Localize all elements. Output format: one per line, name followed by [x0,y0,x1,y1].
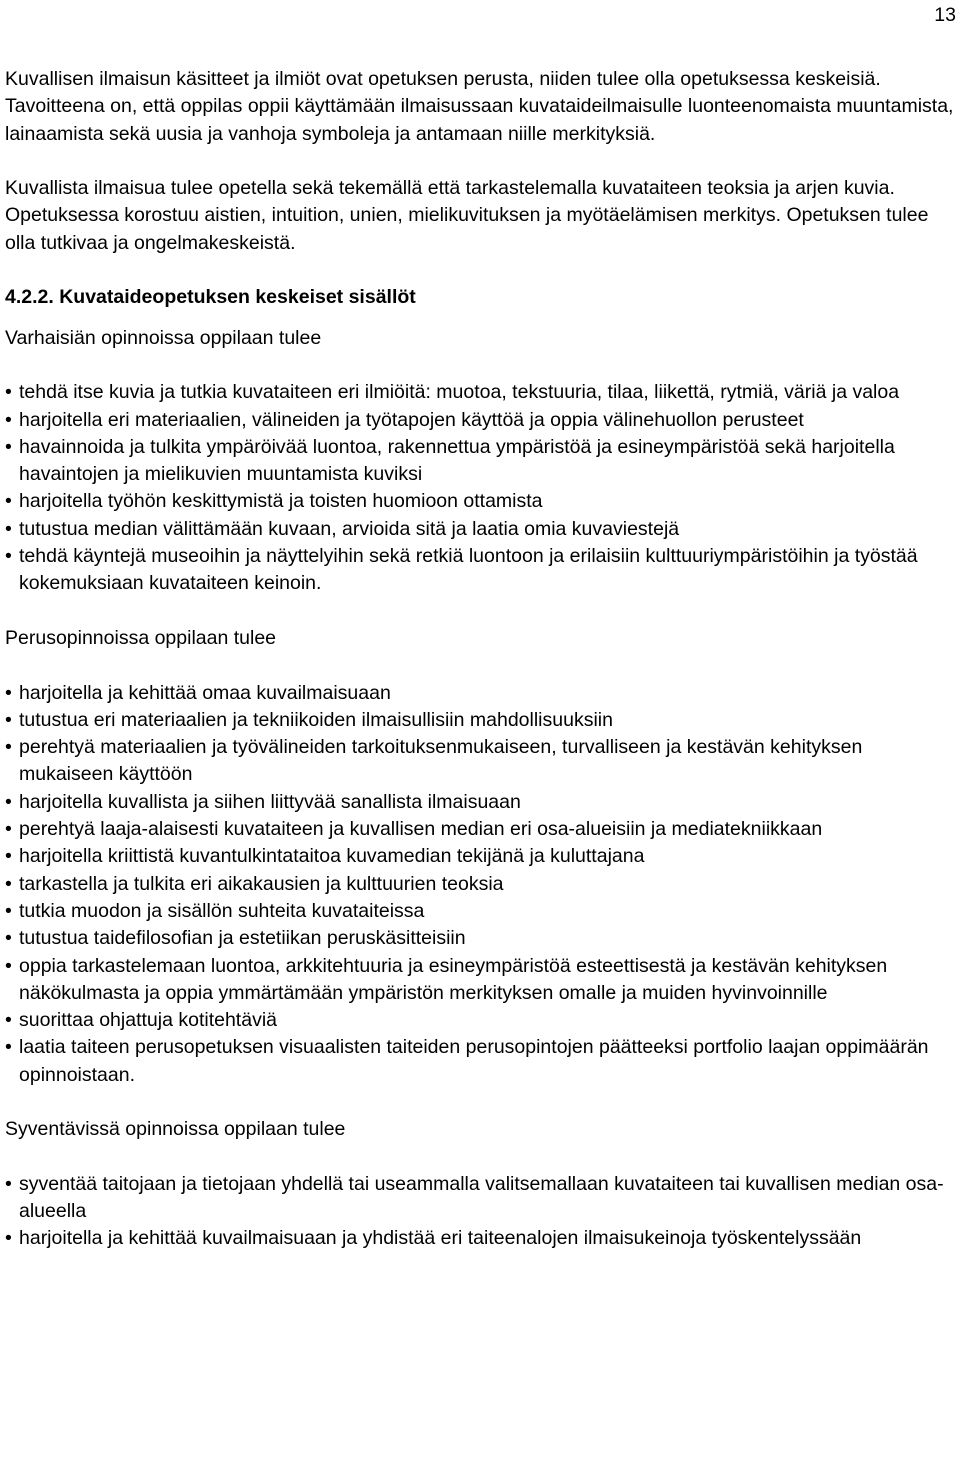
list-item: • perehtyä laaja-alaisesti kuvataiteen ja kuvallisen median eri osa-alueisiin ja mediatekniikkaan [5,816,957,843]
bullet-list-basic [5,680,957,1089]
list-item: • harjoitella työhön keskittymistä ja toisten huomioon ottamista [5,488,957,515]
list-item: • tehdä itse kuvia ja tutkia kuvataiteen eri ilmiöitä: muotoa, tekstuuria, tilaa, liikettä, rytmiä, väriä ja valoa [5,379,957,406]
section-intro-advanced: Syventävissä opinnoissa oppilaan tulee [5,1118,346,1141]
paragraph-teaching: Kuvallista ilmaisua tulee opetella sekä tekemällä että tarkastelemalla kuvataiteen teoksia ja arjen kuvia. Opetuksessa korostuu aistien, intuition, unien, mielikuvituksen ja myötäelämisen merkitys. Opetuksen tulee olla tutkivaa ja ongelmakeskeistä. [5,177,929,254]
bullet-list-advanced [5,1171,957,1253]
list-item: • tutustua taidefilosofian ja estetiikan peruskäsitteisiin [5,925,957,952]
list-item: • havainnoida ja tulkita ympäröivää luontoa, rakennettua ympäristöä ja esineympäristöä sekä harjoitella havaintojen ja mielikuvien muuntamista kuviksi [5,434,957,489]
list-item: • tehdä käyntejä museoihin ja näyttelyihin sekä retkiä luontoon ja erilaisiin kulttuuriympäristöihin ja työstää kokemuksiaan kuvataiteen keinoin. [5,543,957,598]
section-intro-basic: Perusopinnoissa oppilaan tulee [5,626,277,649]
document-body [5,66,957,1253]
list-item: • harjoitella kriittistä kuvantulkintataitoa kuvamedian tekijänä ja kuluttajana [5,843,957,870]
bullet-list-early [5,379,957,597]
list-item: • harjoitella ja kehittää kuvailmaisuaan ja yhdistää eri taiteenalojen ilmaisukeinoja työskentelyssään [5,1225,957,1252]
list-item: • perehtyä materiaalien ja työvälineiden tarkoituksenmukaiseen, turvalliseen ja kestävän kehityksen mukaiseen käyttöön [5,734,957,789]
list-item: • laatia taiteen perusopetuksen visuaalisten taiteiden perusopintojen päätteeksi portfolio laajan oppimäärän opinnoistaan. [5,1034,957,1089]
list-item: • tutustua median välittämään kuvaan, arvioida sitä ja laatia omia kuvaviestejä [5,516,957,543]
page-number: 13 [934,4,956,26]
section-heading: 4.2.2. Kuvataideopetuksen keskeiset sisällöt [5,286,416,309]
list-item: • oppia tarkastelemaan luontoa, arkkitehtuuria ja esineympäristöä esteettisestä ja kestävän kehityksen näkökulmasta ja oppia ymmärtämään ympäristön merkityksen omalle ja muiden hyvinvoinnille [5,953,957,1008]
list-item: • suorittaa ohjattuja kotitehtäviä [5,1007,957,1034]
section-intro-early: Varhaisiän opinnoissa oppilaan tulee [5,326,322,349]
paragraph-concepts: Kuvallisen ilmaisun käsitteet ja ilmiöt ovat opetuksen perusta, niiden tulee olla opetuksessa keskeisiä. Tavoitteena on, että oppilas oppii käyttämään ilmaisussaan kuvataideilmaisulle luonteenomaista muuntamista, lainaamista sekä uusia ja vanhoja symboleja ja antamaan niille merkityksiä. [5,68,954,145]
list-item: • harjoitella kuvallista ja siihen liittyvää sanallista ilmaisuaan [5,789,957,816]
list-item: • harjoitella eri materiaalien, välineiden ja työtapojen käyttöä ja oppia välinehuollon perusteet [5,407,957,434]
list-item: • tutustua eri materiaalien ja tekniikoiden ilmaisullisiin mahdollisuuksiin [5,707,957,734]
list-item: • syventää taitojaan ja tietojaan yhdellä tai useammalla valitsemallaan kuvataiteen tai kuvallisen median osa-alueella [5,1171,957,1226]
list-item: • harjoitella ja kehittää omaa kuvailmaisuaan [5,680,957,707]
list-item: • tutkia muodon ja sisällön suhteita kuvataiteissa [5,898,957,925]
list-item: • tarkastella ja tulkita eri aikakausien ja kulttuurien teoksia [5,871,957,898]
